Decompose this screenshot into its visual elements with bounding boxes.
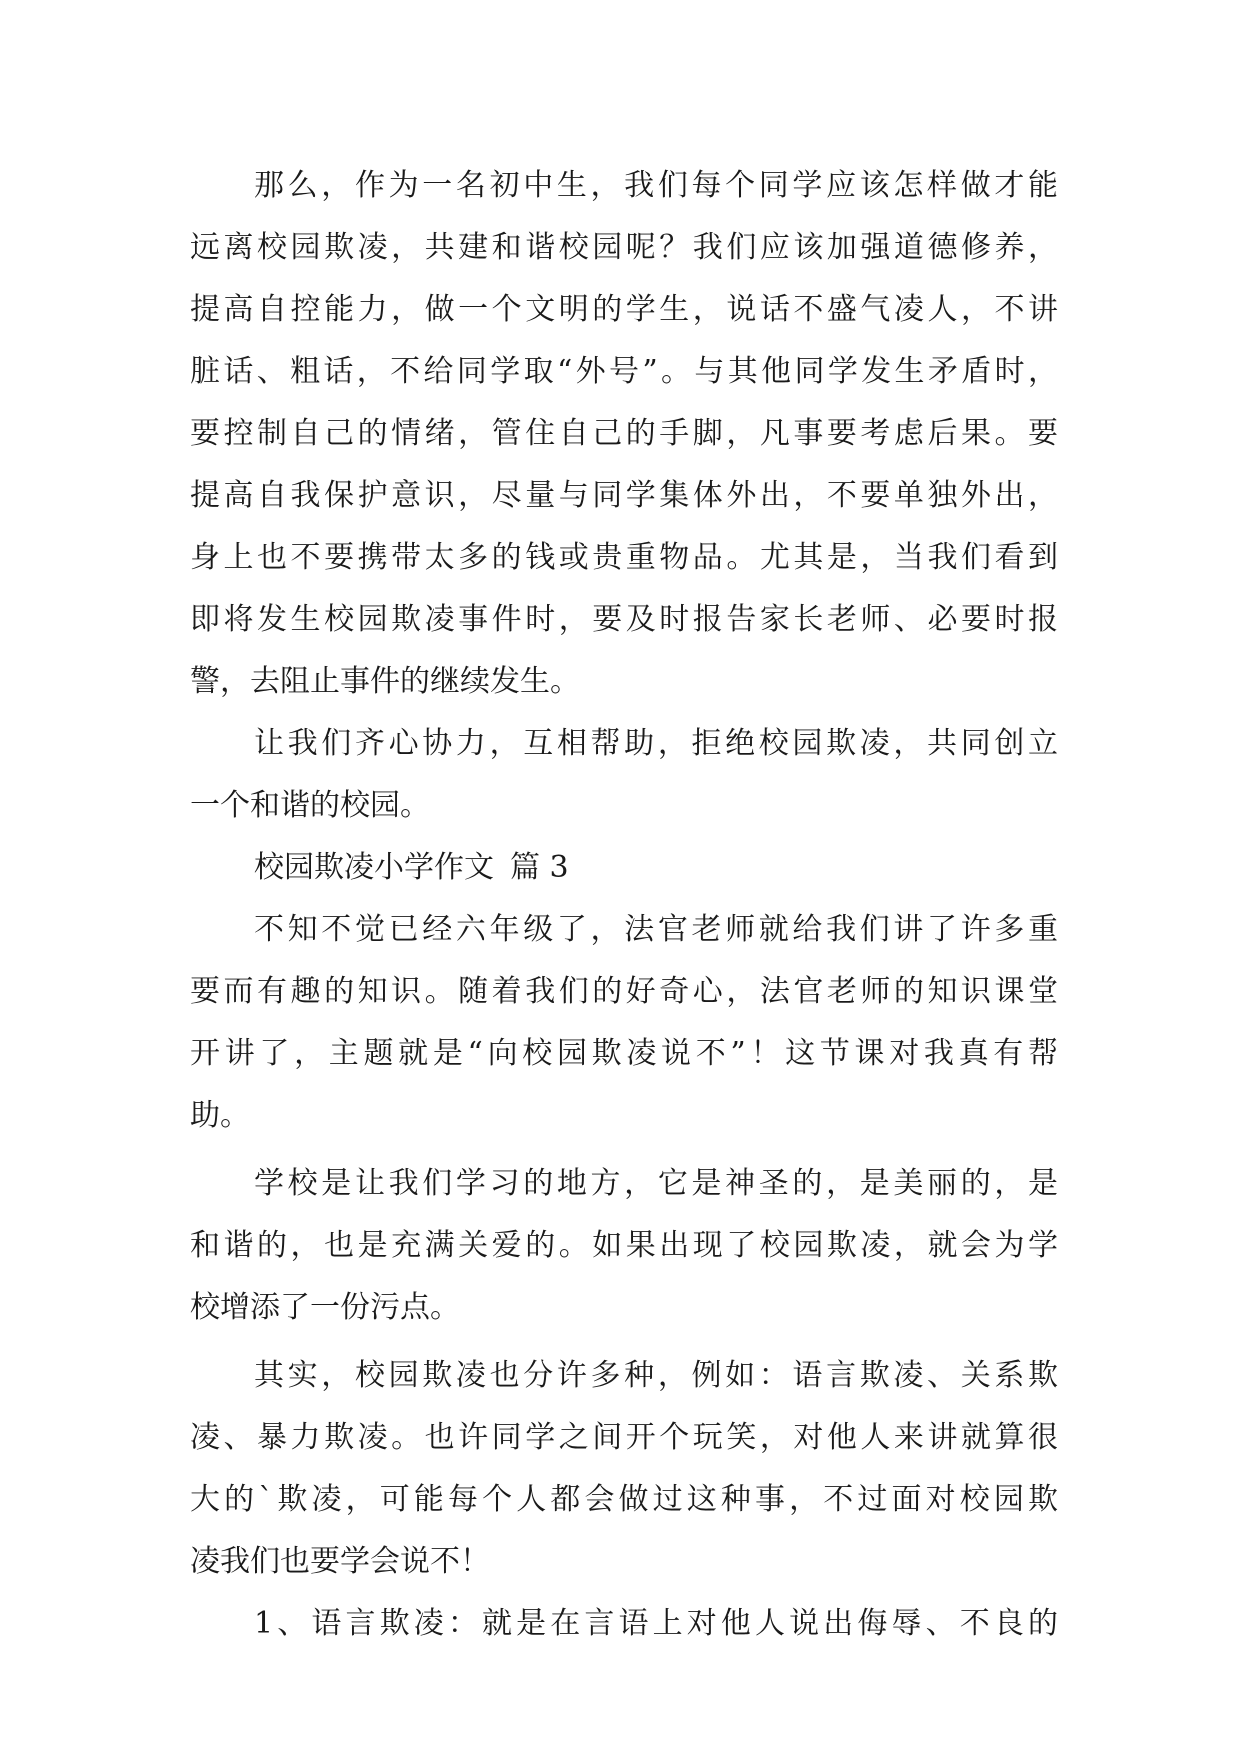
section-heading-title: 校园欺凌小学作文 — [254, 850, 494, 885]
text-line: 脏话、粗话，不给同学取“外号”。与其他同学发生矛盾时， — [190, 354, 1058, 389]
text-line: 提高自控能力，做一个文明的学生，说话不盛气凌人，不讲 — [190, 292, 1058, 327]
text-line: 提高自我保护意识，尽量与同学集体外出，不要单独外出， — [190, 478, 1058, 513]
text-line: 身上也不要携带太多的钱或贵重物品。尤其是，当我们看到 — [190, 540, 1058, 575]
text-line: 让我们齐心协力，互相帮助，拒绝校园欺凌，共同创立 — [254, 726, 1058, 761]
text-line: 不知不觉已经六年级了，法官老师就给我们讲了许多重 — [254, 912, 1058, 947]
text-line: 学校是让我们学习的地方，它是神圣的，是美丽的，是 — [254, 1166, 1058, 1201]
text-line: 助。 — [190, 1098, 250, 1133]
paragraph — [190, 1153, 1058, 1339]
text-line: 要控制自己的情绪，管住自己的手脚，凡事要考虑后果。要 — [190, 416, 1058, 451]
text-line: 那么，作为一名初中生，我们每个同学应该怎样做才能 — [254, 168, 1058, 203]
paragraph — [190, 155, 1058, 713]
document-body — [190, 155, 1058, 1655]
text-line: 大的`欺凌，可能每个人都会做过这种事，不过面对校园欺 — [190, 1482, 1058, 1517]
text-line: 即将发生校园欺凌事件时，要及时报告家长老师、必要时报 — [190, 602, 1058, 637]
paragraph — [190, 899, 1058, 1147]
text-line: 警，去阻止事件的继续发生。 — [190, 664, 580, 699]
paragraph — [190, 1593, 1058, 1655]
text-line: 要而有趣的知识。随着我们的好奇心，法官老师的知识课堂 — [190, 974, 1058, 1009]
text-line: 一个和谐的校园。 — [190, 788, 430, 823]
paragraph — [190, 1345, 1058, 1593]
text-line: 和谐的，也是充满关爱的。如果出现了校园欺凌，就会为学 — [190, 1228, 1058, 1263]
section-heading-number: 篇 3 — [510, 850, 569, 885]
text-line: 其实，校园欺凌也分许多种，例如：语言欺凌、关系欺 — [254, 1358, 1058, 1393]
text-line: 凌、暴力欺凌。也许同学之间开个玩笑，对他人来讲就算很 — [190, 1420, 1058, 1455]
text-line: 校增添了一份污点。 — [190, 1290, 460, 1325]
section-heading — [190, 837, 1058, 899]
text-line: 开讲了，主题就是“向校园欺凌说不”！这节课对我真有帮 — [190, 1036, 1058, 1071]
text-line: 1、语言欺凌：就是在言语上对他人说出侮辱、不良的 — [254, 1606, 1058, 1641]
text-line: 凌我们也要学会说不！ — [190, 1544, 490, 1579]
text-line: 远离校园欺凌，共建和谐校园呢？我们应该加强道德修养， — [190, 230, 1058, 265]
paragraph — [190, 713, 1058, 837]
